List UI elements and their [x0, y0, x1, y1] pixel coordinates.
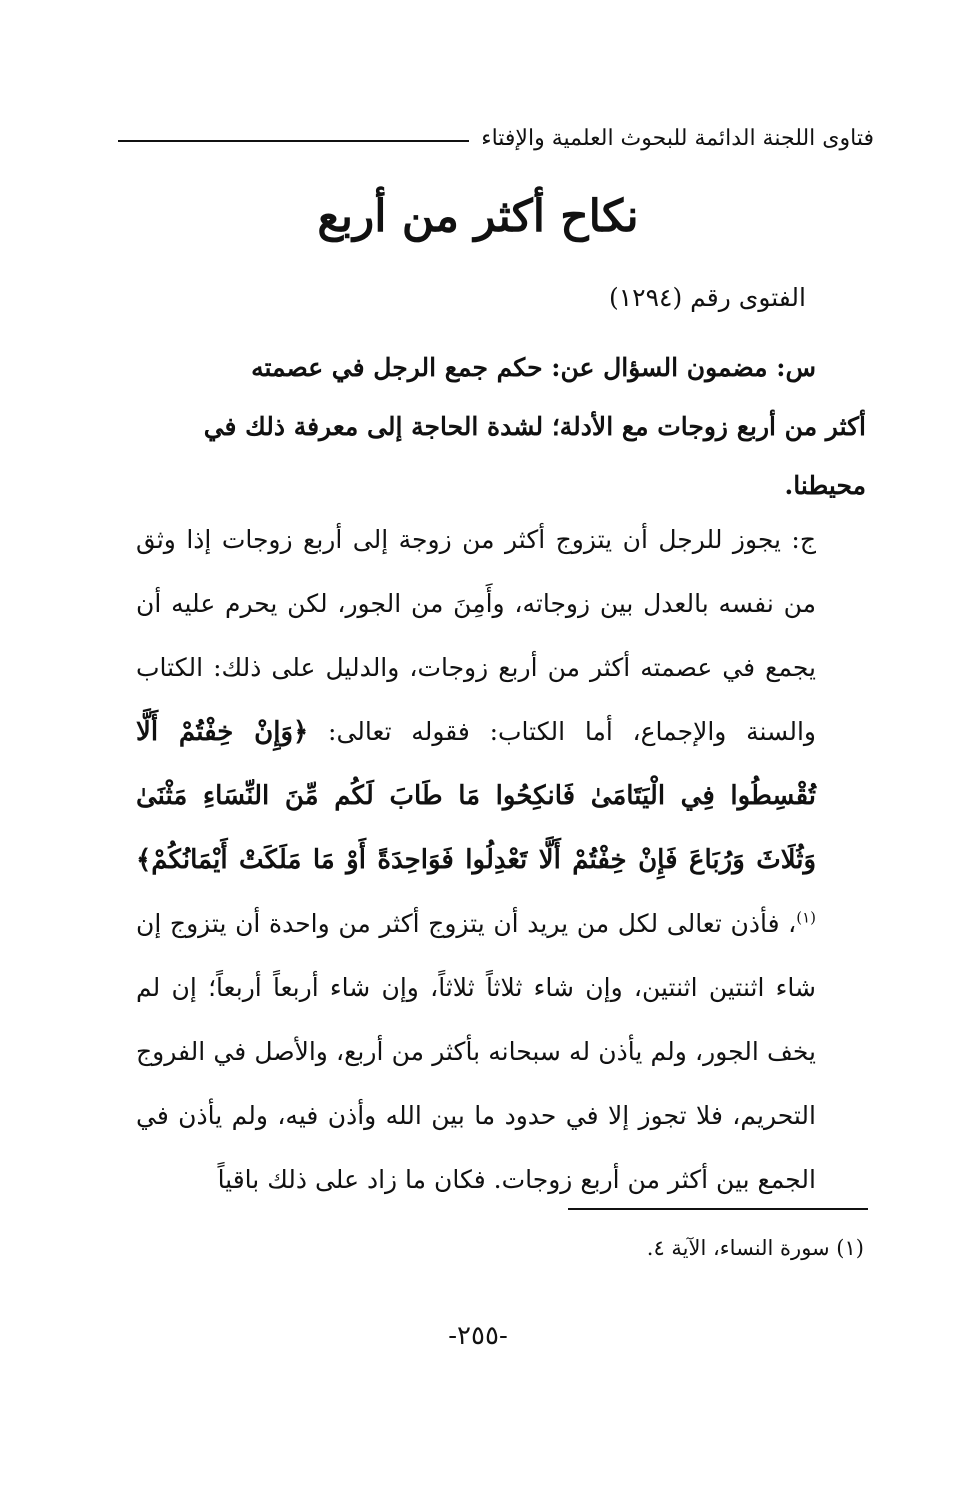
- question-line-2: أكثر من أربع زوجات مع الأدلة؛ لشدة الحاجة إلى معرفة ذلك في: [203, 412, 866, 441]
- question-line-1: س: مضمون السؤال عن: حكم جمع الرجل في عصمته: [251, 353, 816, 382]
- question-line-3: محيطنا.: [784, 471, 866, 500]
- page-title: نكاح أكثر من أربع: [317, 191, 639, 242]
- footnote: (١) سورة النساء، الآية ٤.: [646, 1236, 864, 1260]
- quran-verse: ﴿وَإِنْ خِفْتُمْ أَلَّا تُقْسِطُوا فِي الْيَتَامَىٰ فَانكِحُوا مَا طَابَ لَكُم مِّنَ النِّسَاءِ مَثْنَىٰ وَثُلَاثَ وَرُبَاعَ فَإِنْ خِفْتُمْ أَلَّا تَعْدِلُوا فَوَاحِدَةً أَوْ مَا مَلَكَتْ أَيْمَانُكُمْ﴾: [136, 717, 816, 875]
- answer-block: [136, 508, 866, 1212]
- answer-paragraph: [136, 508, 866, 1212]
- answer-text-continuation: ، فأذن تعالى لكل من يريد أن يتزوج أكثر من واحدة أن يتزوج إن شاء اثنتين اثنتين، وإن شاء ثلاثاً ثلاثاً، وإن شاء أربعاً أربعاً؛ إن لم يخف الجور، ولم يأذن له سبحانه بأكثر من أربع، والأصل في الفروج التحريم، فلا تجوز إلا في حدود ما بين الله وأذن فيه، ولم يأذن في الجمع بين أكثر من أربع زوجات. فكان ما زاد على ذلك باقياً: [136, 909, 816, 1194]
- running-header-title: فتاوى اللجنة الدائمة للبحوث العلمية والإفتاء: [481, 125, 874, 151]
- page-number: -٢٥٥-: [448, 1321, 508, 1351]
- fatwa-number: الفتوى رقم (١٢٩٤): [608, 283, 806, 312]
- running-header: [118, 118, 874, 158]
- footnote-marker: (١): [796, 908, 816, 927]
- question-block: [136, 338, 866, 515]
- footnote-rule: [568, 1208, 868, 1210]
- header-rule: [118, 140, 469, 142]
- answer-text-intro: ج: يجوز للرجل أن يتزوج أكثر من زوجة إلى أربع زوجات إذا وثق من نفسه بالعدل بين زوجاته، وأَمِنَ من الجور، لكن يحرم عليه أن يجمع في عصمته أكثر من أربع زوجات، والدليل على ذلك: الكتاب والسنة والإجماع، أما الكتاب: فقوله تعالى:: [136, 525, 816, 746]
